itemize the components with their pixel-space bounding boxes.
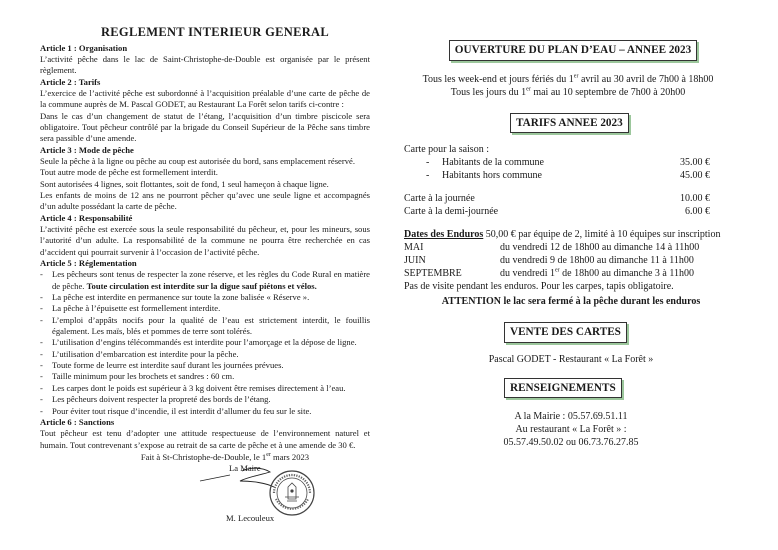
article-2-title: Article 2 : Tarifs — [40, 76, 101, 87]
article-6-title: Article 6 : Sanctions — [40, 416, 115, 427]
ouverture-line-2-text: Tous les jours du 1 — [450, 86, 527, 98]
article-3-text-1: Seule la pêche à la ligne ou pêche au coup est autorisée du bord, sans emplacement réservé. — [40, 155, 355, 166]
enduro-dates — [500, 254, 694, 267]
tarif-demi-label: Carte à la demi-journée — [404, 206, 499, 218]
enduro-dates-text: du vendredi 9 de 18h00 au dimanche 11 à 11h00 — [500, 255, 694, 267]
renseignements-restaurant: Au restaurant « La Forêt » : — [515, 424, 627, 436]
tarif-saison-label: Carte pour la saison : — [404, 144, 489, 156]
tarif-label: Habitants de la commune — [442, 157, 544, 169]
rule-item — [40, 269, 370, 292]
enduro-dates — [500, 267, 694, 280]
tarif-journee-value: 10.00 € — [680, 193, 710, 205]
enduro-month: MAI — [404, 242, 424, 254]
mairie-seal-icon — [268, 469, 316, 517]
rule-item: - L’emploi d’appâts nocifs pour la qualité de l’eau est strictement interdit, le fouillis également. Les maïs, blés et pommes de terre sont tolérés. — [40, 315, 370, 338]
renseignements-title: RENSEIGNEMENTS — [504, 378, 622, 399]
ouverture-line-1-text: Tous les week-end et jours fériés du 1 — [422, 73, 574, 85]
vente-title: VENTE DES CARTES — [504, 322, 627, 343]
signoff-sup: er — [266, 452, 271, 459]
signoff-text-end: mars 2023 — [270, 451, 310, 462]
ouverture-line-1 — [398, 73, 738, 86]
vente-text: Pascal GODET - Restaurant « La Forêt » — [488, 353, 654, 365]
enduro-row — [404, 254, 738, 267]
ouverture-title: OUVERTURE DU PLAN D’EAU – ANNEE 2023 — [449, 40, 697, 61]
tarif-dash: - — [426, 157, 430, 169]
article-3-title: Article 3 : Mode de pêche — [40, 144, 134, 155]
mayor-name: M. Lecouleux — [226, 513, 275, 524]
ouverture-line-2-sup: er — [526, 86, 531, 93]
tarif-journee-label: Carte à la journée — [404, 193, 475, 205]
article-2-text-2: Dans le cas d’un changement de statut de l’étang, l’acquisition d’un timbre piscicole sera obligatoire. Tout pêcheur contrôlé par la brigade du Conseil Supérieur de la Pêche sans timbre sera passible d’une amende. — [40, 110, 370, 144]
tarif-dash: - — [426, 170, 430, 182]
enduro-dates-text: du vendredi 1 — [500, 268, 555, 280]
article-2-text-1: L’exercice de l’activité pêche est subordonné à l’acquisition préalable d’une carte de pêche de la commune auprès de M. Pascal GODET, au Restaurant La Forêt selon tarifs ci-contre : — [40, 87, 370, 110]
tarif-row — [404, 169, 738, 182]
article-4-text: L’activité pêche est exercée sous la seule responsabilité du pêcheur, et, pour les mineurs, sous l’autorité d’un adulte. La responsabilité de la commune ne pourra être recherchée en cas d’accident qui pourrait survenir à l’occasion de l’activité pêche. — [40, 224, 370, 257]
article-6-text: Tout pêcheur est tenu d’adopter une attitude respectueuse de l’environnement naturel et humain. Tout contrevenant s’expose au retrait de sa carte de pêche et à une amende de 30 €. — [40, 428, 370, 450]
reglement-column — [40, 24, 370, 525]
tarif-demi-value: 6.00 € — [685, 206, 710, 218]
rule-item: - Pour éviter tout risque d’incendie, il est interdit d’allumer du feu sur le site. — [40, 406, 370, 417]
rule-item: - Taille minimum pour les brochets et sandres : 60 cm. — [40, 371, 370, 382]
article-3-text-4: Les enfants de moins de 12 ans ne pourront pêcher qu’avec une seule ligne et accompagnés d’un adulte possédant la carte de pêche. — [40, 189, 370, 212]
tarifs-section — [398, 143, 738, 218]
rule-text-bold: Toute circulation est interdite sur la digue sauf piétons et vélos. — [86, 280, 317, 291]
info-column — [398, 40, 738, 449]
article-3-text-2: Tout autre mode de pêche est formellement interdit. — [40, 167, 218, 178]
tarif-value: 45.00 € — [680, 170, 710, 182]
tarif-demi-row — [404, 205, 738, 218]
ouverture-line-1-end: avril au 30 avril de 7h00 à 18h00 — [578, 73, 714, 85]
tarif-row — [404, 156, 738, 169]
signature-area — [40, 463, 370, 525]
enduros-label: Dates des Enduros — [404, 229, 484, 241]
rule-item: - Toute forme de leurre est interdite sauf durant les journées prévues. — [40, 360, 370, 371]
article-5-title: Article 5 : Réglementation — [40, 258, 137, 269]
enduro-dates-text: du vendredi 12 de 18h00 au dimanche 14 à 11h00 — [500, 242, 700, 254]
article-1-text: L’activité pêche dans le lac de Saint-Christophe-de-Double est organisée par le présent règlement. — [40, 53, 370, 76]
enduro-dates — [500, 241, 699, 254]
rule-item: - L’utilisation d’embarcation est interdite pour la pêche. — [40, 349, 370, 360]
enduro-dates-end: de 18h00 au dimanche 3 à 11h00 — [559, 268, 694, 280]
enduros-intro — [404, 228, 738, 241]
tarif-value: 35.00 € — [680, 157, 710, 169]
signoff-text: Fait à St-Christophe-de-Double, le 1 — [140, 451, 267, 462]
tarifs-title: TARIFS ANNEE 2023 — [510, 113, 629, 134]
mayor-label: La Maire — [229, 463, 261, 474]
enduros-note: Pas de visite pendant les enduros. Pour les carpes, tapis obligatoire. — [404, 281, 674, 293]
enduro-month: SEPTEMBRE — [404, 268, 462, 280]
ouverture-line-2 — [398, 86, 738, 99]
enduro-row — [404, 241, 738, 254]
article-5-rules-list — [40, 269, 370, 416]
enduros-section — [398, 228, 738, 308]
enduro-dates-sup: er — [555, 267, 560, 274]
signoff-line — [40, 452, 370, 463]
tarif-journee-row — [404, 192, 738, 205]
renseignements-mairie: A la Mairie : 05.57.69.51.11 — [514, 411, 628, 423]
rule-item: - Les pêcheurs doivent respecter la propreté des bords de l’étang. — [40, 394, 370, 405]
rule-item: - Les carpes dont le poids est supérieur à 3 kg doivent être remises directement à l’eau. — [40, 383, 370, 394]
renseignements-phones: 05.57.49.50.02 ou 06.73.76.27.85 — [503, 437, 639, 449]
rule-item: - La pêche à l’épuisette est formellement interdite. — [40, 303, 370, 314]
ouverture-line-1-sup: er — [573, 73, 579, 80]
reglement-title: REGLEMENT INTERIEUR GENERAL — [100, 25, 330, 39]
enduro-month: JUIN — [404, 255, 426, 267]
tarif-label: Habitants hors commune — [442, 170, 542, 182]
article-3-text-3: Sont autorisées 4 lignes, soit flottantes, soit de fond, 1 seul hameçon à chaque ligne. — [40, 178, 329, 189]
rule-item: - La pêche est interdite en permanence sur toute la zone balisée « Réserve ». — [40, 292, 370, 303]
enduros-attention: ATTENTION le lac sera fermé à la pêche durant les enduros — [441, 296, 701, 308]
enduros-intro-text: 50,00 € par équipe de 2, limité à 10 équipes sur inscription — [483, 229, 721, 241]
rule-text: Les pêcheurs sont tenus de respecter la zone réserve, et les règles du Code Rural en matière de pêche. — [52, 269, 370, 291]
ouverture-line-2-end: mai au 10 septembre de 7h00 à 20h00 — [530, 86, 686, 98]
enduro-row — [404, 267, 738, 280]
article-4-title: Article 4 : Responsabilité — [40, 212, 133, 223]
rule-item: - L’utilisation d’engins télécommandés est interdite pour l’amorçage et la dépose de ligne. — [40, 337, 370, 348]
article-1-title: Article 1 : Organisation — [40, 42, 128, 53]
